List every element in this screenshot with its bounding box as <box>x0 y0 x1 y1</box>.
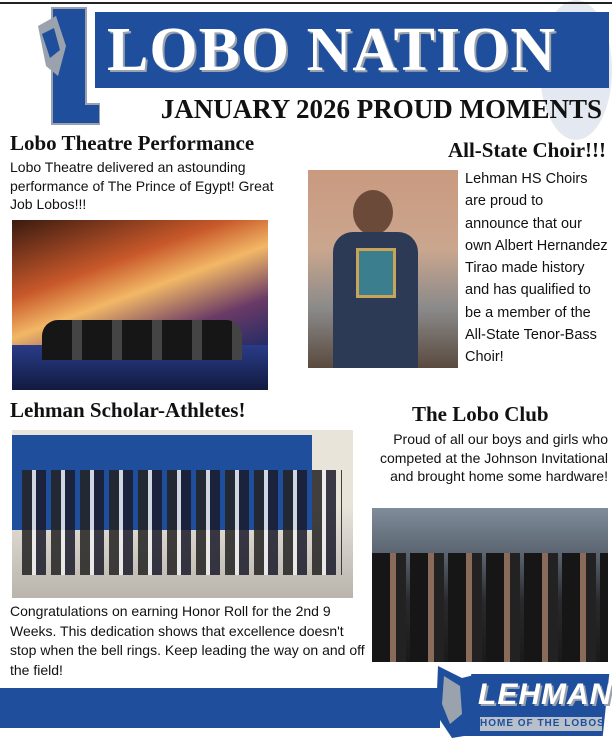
theatre-text: Lobo Theatre delivered an astounding performance of The Prince of Egypt! Great Job Lobos!!! <box>10 159 274 212</box>
scholars-heading: Lehman Scholar-Athletes! <box>10 398 246 422</box>
lobo-club-photo <box>372 508 608 662</box>
wolf-l-logo-icon <box>38 6 100 126</box>
lehman-wordmark: LEHMAN <box>478 678 612 711</box>
newsletter-title: LOBO NATION <box>107 16 557 84</box>
top-rule <box>0 2 612 4</box>
footer-bar <box>0 688 440 728</box>
choir-photo <box>308 170 458 368</box>
lobo-club-heading: The Lobo Club <box>412 402 549 426</box>
lobo-club-text: Proud of all our boys and girls who competed at the Johnson Invitational and brought home some hardware! <box>379 431 608 484</box>
lehman-tagline: HOME OF THE LOBOS <box>480 718 605 729</box>
newsletter-subtitle: JANUARY 2026 PROUD MOMENTS <box>160 94 602 124</box>
choir-heading: All-State Choir!!! <box>447 138 606 162</box>
theatre-heading: Lobo Theatre Performance <box>10 131 255 155</box>
scholars-photo <box>12 430 353 598</box>
lehman-logo <box>432 664 610 740</box>
scholars-text: Congratulations on earning Honor Roll for the 2nd 9 Weeks. This dedication shows that excellence doesn't stop when the bell rings. Keep leading the way on and off the field! <box>10 603 365 678</box>
choir-text: Lehman HS Choirs are proud to announce that our own Albert Hernandez Tirao made history and has qualified to be a member of the All-State Tenor-Bass Choir! <box>465 171 608 366</box>
title-banner <box>95 12 609 88</box>
theatre-photo <box>12 220 268 390</box>
